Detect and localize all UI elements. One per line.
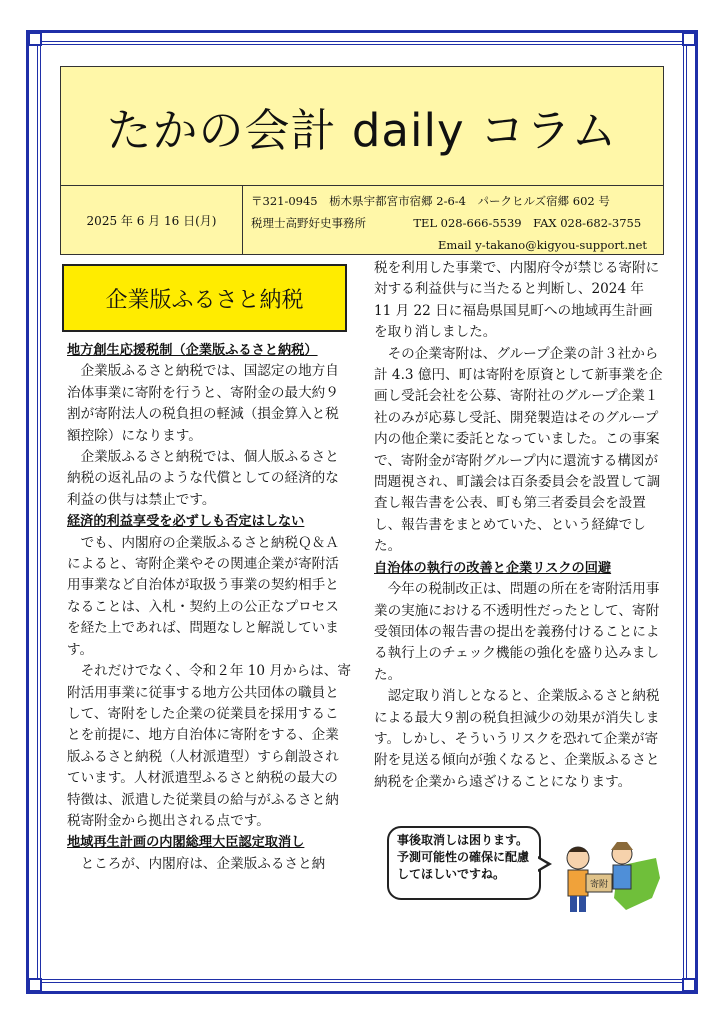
corner-ornament [682,978,696,992]
corner-ornament [28,978,42,992]
office-info [251,190,661,256]
office-address: 〒321-0945 栃木県宇都宮市宿郷 2-6-4 パークヒルズ宿郷 602 号 [251,194,610,208]
speech-bubble: 事後取消しは困ります。予測可能性の確保に配慮してほしいですね。 [387,826,541,900]
office-phone-fax: TEL 028-666-5539 FAX 028-682-3755 [413,216,642,230]
body-paragraph: 認定取り消しとなると、企業版ふるさと納税による最大９割の税負担減少の効果が消失します。しかし、そういうリスクを恐れて企業が寄附を見送る傾向が強くなると、企業版ふるさと納税を企業から遠ざけることになります。 [374,688,660,790]
body-paragraph: 企業版ふるさと納税では、個人版ふるさと納税の返礼品のような代償としての経済的な利益の供与は禁止です。 [67,449,339,508]
right-column [374,258,664,793]
body-paragraph: でも、内閣府の企業版ふるさと納税Ｑ＆Ａによると、寄附企業やその関連企業が寄附活用事業など自治体が取扱う事業の契約相手となることは、入札・契約上の公正なプロセスを経た上であれば、問題なしと解説しています。 [67,534,339,658]
topic-title: 企業版ふるさと納税 [62,264,347,332]
body-paragraph: 今年の税制改正は、問題の所在を寄附活用事業の実施における不透明性だったとして、寄附受領団体の報告書の提出を義務付けることによる執行上のチェック機能の強化を盛り込みました。 [374,581,660,683]
illustration-sign: 寄附 [589,880,609,890]
section-heading: 地域再生計画の内閣総理大臣認定取消し [67,835,305,851]
body-paragraph: 税を利用した事業で、内閣府令が禁じる寄附に対する利益供与に当たると判断し、2024 年 11 月 22 日に福島県国見町への地域再生計画を取り消しました。 [374,260,660,341]
body-paragraph: それだけでなく、令和２年 10 月からは、寄附活用事業に従事する地方公共団体の職員として、寄附をした企業の従業員を採用することを前提に、地方自治体に寄附をする、企業版ふるさと納税（人材派遣型）すら創設されています。人材派遣型ふるさと納税の最大の特徴は、派遣した従業員の給与がふるさと納税寄附金から拠出される点です。 [67,663,351,829]
donation-people-icon [556,818,668,918]
corner-ornament [28,32,42,46]
office-contact-row [251,212,661,234]
office-email[interactable]: Email y-takano@kigyou-support.net [438,238,647,252]
page-title: たかの会計 daily コラム [61,67,663,186]
body-paragraph: その企業寄附は、グループ企業の計３社から計 4.3 億円、町は寄附を原資として新事業を企画し受託会社を公募、寄附社のグループ企業１社のみが応募し受託、開発製造はそのグループ内の他企業に委託となっていました。この事案で、寄附金が寄附グループ内に還流する構図が問題視され、町議会は百条委員会を設置して調査し報告書を公表、町も第三者委員会を設置し、報告書をまとめていた、という経緯でした。 [374,345,663,555]
section-heading: 地方創生応援税制（企業版ふるさと納税） [67,343,318,358]
section-heading: 経済的利益享受を必ずしも否定はしない [67,514,305,530]
body-paragraph: 企業版ふるさと納税では、国認定の地方自治体事業に寄附を行うと、寄附金の最大約９割が寄附法人の税負担の軽減（損金算入と税額控除）になります。 [67,363,339,444]
issue-date: 2025 年 6 月 16 日(月) [61,186,243,255]
body-paragraph: ところが、内閣府は、企業版ふるさと納 [80,855,326,872]
section-heading: 自治体の執行の改善と企業リスクの回避 [374,560,612,576]
office-name: 税理士高野好史事務所 [251,216,366,230]
left-column [67,340,351,875]
corner-ornament [682,32,696,46]
masthead [60,66,664,255]
